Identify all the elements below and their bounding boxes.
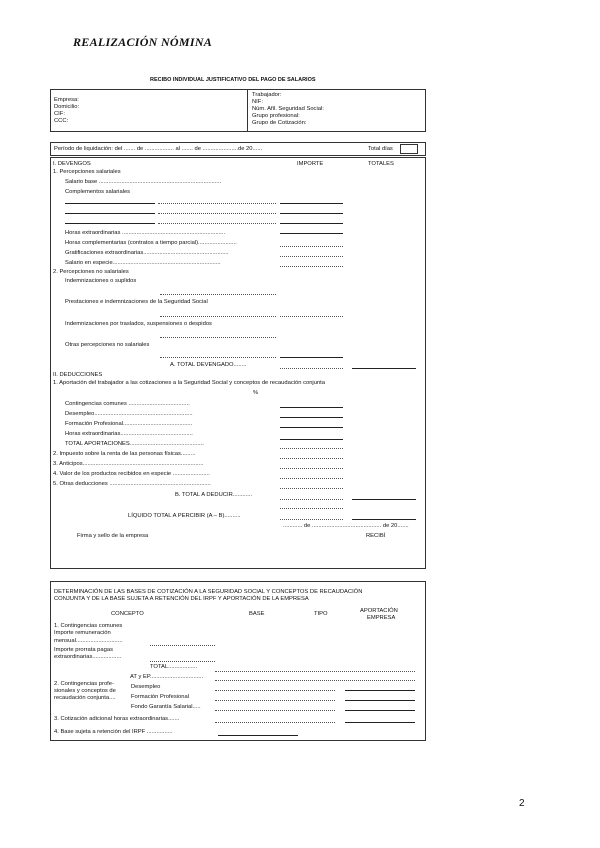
devengos-header: I. DEVENGOS	[53, 161, 91, 167]
totales-header: TOTALES	[368, 161, 394, 167]
firma-empresa-label: Firma y sello de la empresa	[77, 533, 149, 539]
total-cc: TOTAL..................	[150, 664, 198, 670]
at-ep-row: AT y EP.................................	[130, 674, 204, 680]
receipt-title: RECIBO INDIVIDUAL JUSTIFICATIVO DEL PAGO DE SALARIOS	[150, 77, 316, 83]
col-concepto: CONCEPTO	[111, 611, 144, 617]
bases-heading-line2: CONJUNTA Y DE LA BASE SUJETA A RETENCIÓN DEL IRPF Y APORTACIÓN DE LA EMPRESA	[54, 596, 309, 602]
contingencias-comunes-row: Contingencias comunes ......................................	[65, 401, 190, 407]
importe-remuneracion-mensual: mensual.............................	[54, 638, 123, 644]
formacion-base: Formación Profesional	[131, 694, 189, 700]
horas-extraordinarias-row: Horas extraordinarias ................................................................	[65, 230, 226, 236]
otras-percepciones-label: Otras percepciones no salariales	[65, 342, 150, 348]
worker-label-trabajador: Trabajador:	[252, 92, 282, 98]
formacion-profesional-row: Formación Profesional...........................................	[65, 421, 193, 427]
importe-header: IMPORTE	[297, 161, 324, 167]
col-tipo: TIPO	[314, 611, 328, 617]
period-label: Período de liquidación: del ....... de .................. al ....... de ......................de 20......	[54, 146, 263, 152]
contingencias-profesionales-2: sionales y conceptos de	[54, 688, 116, 694]
col-empresa: EMPRESA	[367, 615, 396, 621]
complementos-label: Complementos salariales	[65, 189, 131, 195]
total-devengado-label: A. TOTAL DEVENGADO........	[170, 362, 247, 368]
aportacion-trabajador: 1. Aportación del trabajador a las cotizaciones a la Seguridad Social y conceptos de recaudación conjunta	[53, 380, 325, 386]
indemnizaciones-label: Indemnizaciones o suplidos	[65, 278, 137, 284]
salario-base-row: Salario base ............................................................................	[65, 179, 222, 185]
salario-especie-row: Salario en especie...................................................................	[65, 260, 221, 266]
importe-prorrata: Importe prorrata pagas	[54, 647, 113, 653]
worker-label-nif: NIF:	[252, 99, 263, 105]
worker-label-grupo-cotizacion: Grupo de Cotización:	[252, 120, 307, 126]
col-aportacion: APORTACIÓN	[360, 608, 398, 614]
desempleo-row: Desempleo.............................................................	[65, 411, 193, 417]
indemnizaciones-traslados-label: Indemnizaciones por traslados, suspensiones o despidos	[65, 321, 212, 327]
gratificaciones-row: Gratificaciones extraordinarias.....................................................	[65, 250, 229, 256]
percepciones-no-salariales: 2. Percepciones no salariales	[53, 269, 129, 275]
liquido-total-label: LÍQUIDO TOTAL A PERCIBIR (A – B)..........	[128, 513, 241, 519]
worker-label-grupo-profesional: Grupo profesional:	[252, 113, 300, 119]
worker-label-afiliacion: Núm. Afil. Seguridad Social:	[252, 106, 324, 112]
base-irpf-row: 4. Base sujeta a retención del IRPF ................	[54, 729, 173, 735]
percent-symbol: %	[253, 390, 259, 396]
total-days-field[interactable]	[400, 144, 418, 154]
irpf-row: 2. Impuesto sobre la renta de las personas físicas.........	[53, 451, 196, 457]
cotizacion-adicional-row: 3. Cotización adicional horas extraordinarias.......	[54, 716, 180, 722]
company-label-empresa: Empresa:	[54, 97, 79, 103]
desempleo-base: Desempleo	[131, 684, 161, 690]
valor-productos-row: 4. Valor de los productos recibidos en especie .......................	[53, 471, 210, 477]
bases-heading-line1: DETERMINACIÓN DE LAS BASES DE COTIZACIÓN A LA SEGURIDAD SOCIAL Y CONCEPTOS DE RECAUDACIÓN	[54, 589, 363, 595]
importe-remuneracion: Importe remuneración	[54, 630, 111, 636]
anticipos-row: 3. Anticipos...........................................................................	[53, 461, 204, 467]
contingencias-profesionales-1: 2. Contingencias profe-	[54, 681, 114, 687]
otras-deducciones-row: 5. Otras deducciones ...............................................................	[53, 481, 211, 487]
company-label-domicilio: Domicilio:	[54, 104, 80, 110]
header-box	[50, 89, 426, 132]
company-label-cif: CIF:	[54, 111, 65, 117]
contingencias-profesionales-3: recaudación conjunta....	[54, 695, 116, 701]
total-a-deducir-label: B. TOTAL A DEDUCIR............	[175, 492, 253, 498]
document-title: REALIZACIÓN NÓMINA	[73, 35, 213, 49]
prestaciones-label: Prestaciones e indemnizaciones de la Seguridad Social	[65, 299, 208, 305]
total-aportaciones-label: TOTAL APORTACIONES..............................................	[65, 441, 204, 447]
horas-extraordinarias-deduccion-row: Horas extraordinarias.............................................	[65, 431, 193, 437]
fecha-line: ............ de ........................................... de 20.......	[283, 523, 409, 529]
total-days-label: Total días	[368, 146, 393, 152]
importe-prorrata-extraordinarias: extraordinarias..................	[54, 654, 122, 660]
deducciones-header: II. DEDUCCIONES	[53, 372, 103, 378]
horas-complementarias-row: Horas complementarias (contratos a tiempo parcial)........................	[65, 240, 237, 246]
recibi-label: RECIBÍ	[366, 533, 386, 539]
fogasa-base: Fondo Garantía Salarial.....	[131, 704, 201, 710]
company-label-ccc: CCC:	[54, 118, 69, 124]
page-number: 2	[519, 798, 525, 809]
contingencias-comunes-base: 1. Contingencias comunes	[54, 623, 123, 629]
col-base: BASE	[249, 611, 265, 617]
percepciones-salariales: 1. Percepciones salariales	[53, 169, 121, 175]
